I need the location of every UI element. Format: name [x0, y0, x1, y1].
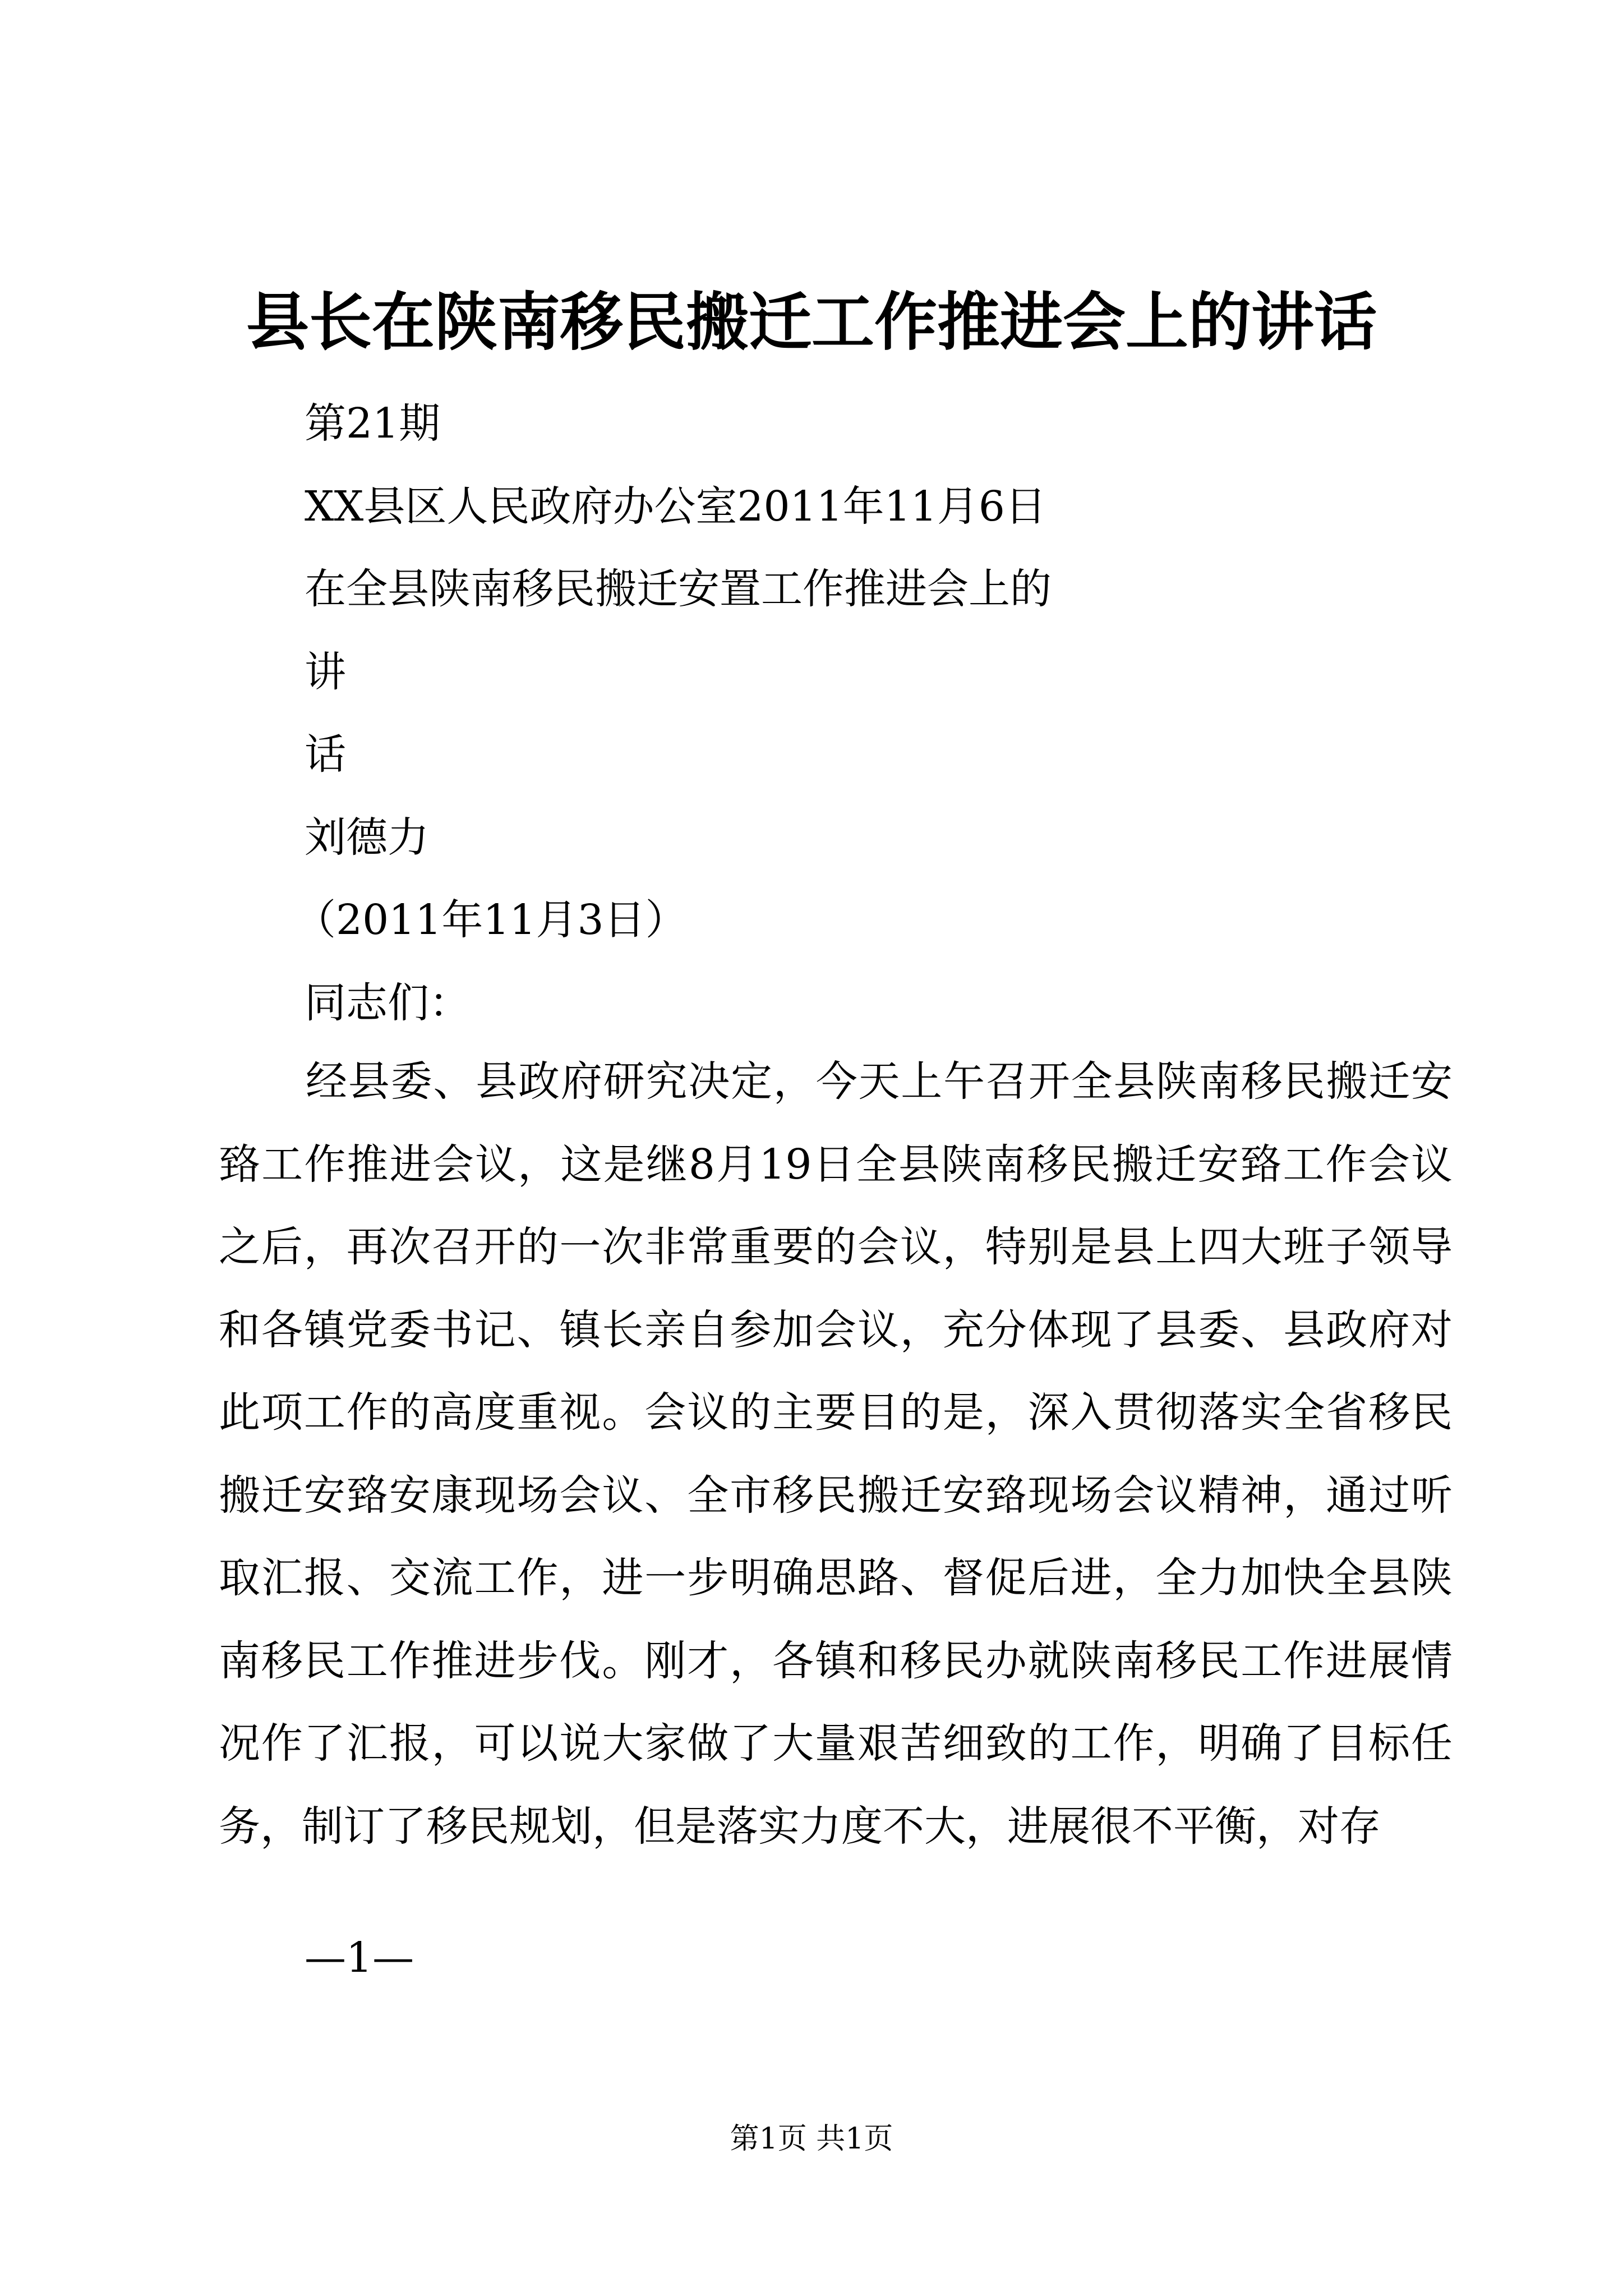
page-footer: 第1页 共1页 [730, 2122, 893, 2156]
speaker-name: 刘德力 [305, 813, 429, 862]
speech-heading-char-1: 讲 [305, 648, 346, 696]
speech-date: （2011年11月3日） [294, 896, 687, 944]
speech-heading: 在全县陕南移民搬迁安置工作推进会上的 [305, 565, 1052, 613]
body-paragraph: 经县委、县政府研究决定，今天上午召开全县陕南移民搬迁安臵工作推进会议，这是继8月19日全县陕南移民搬迁安臵工作会议之后，再次召开的一次非常重要的会议，特别是县上四大班子领导和各镇党委书记、镇长亲自参加会议，充分体现了县委、县政府对此项工作的高度重视。会议的主要目的是，深入贯彻落实全省移民搬迁安臵安康现场会议、全市移民搬迁安臵现场会议精神，通过听取汇报、交流工作，进一步明确思路、督促后进，全力加快全县陕南移民工作推进步伐。刚才，各镇和移民办就陕南移民工作进展情况作了汇报，可以说大家做了大量艰苦细致的工作，明确了目标任务，制订了移民规划，但是落实力度不大，进展很不平衡，对存 [219, 1057, 1453, 1851]
issue-number: 第21期 [305, 399, 441, 448]
document-title: 县长在陕南移民搬迁工作推进会上的讲话 [246, 286, 1377, 359]
page-mark: —1— [305, 1934, 414, 1982]
speech-heading-char-2: 话 [305, 730, 346, 779]
issuer-line: XX县区人民政府办公室2011年11月6日 [305, 482, 1046, 531]
salutation: 同志们： [305, 979, 471, 1027]
